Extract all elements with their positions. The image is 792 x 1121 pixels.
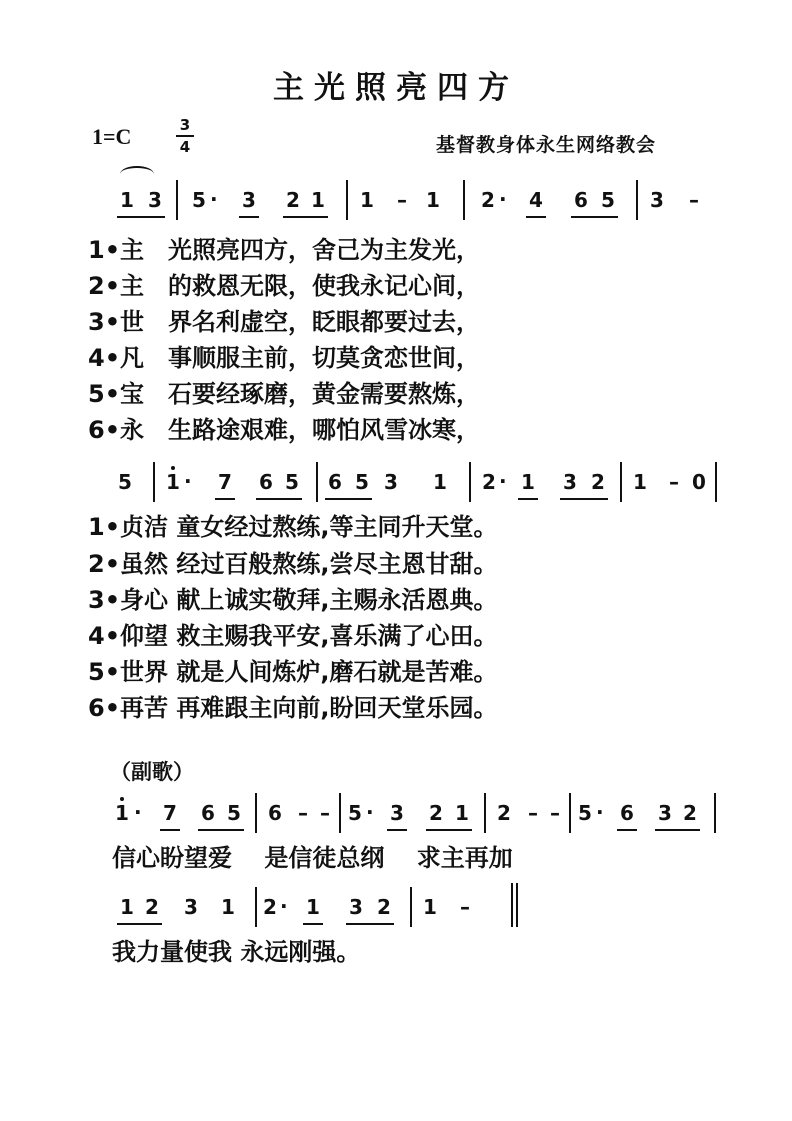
dot: · bbox=[596, 800, 604, 824]
note: 2 bbox=[286, 188, 300, 212]
bar-line bbox=[714, 793, 716, 833]
bar-line bbox=[346, 180, 348, 220]
staff-row-1 bbox=[0, 180, 792, 220]
final-bar-thin bbox=[511, 883, 513, 927]
note: – bbox=[320, 801, 330, 825]
bar-line bbox=[153, 462, 155, 502]
note: 1 bbox=[221, 895, 235, 919]
bar-line bbox=[636, 180, 638, 220]
note: 3 bbox=[563, 470, 577, 494]
note: – bbox=[669, 470, 679, 494]
underline bbox=[346, 923, 394, 925]
underline bbox=[256, 498, 302, 500]
note: 5 bbox=[227, 801, 241, 825]
dot: · bbox=[499, 469, 507, 493]
dot: · bbox=[134, 800, 142, 824]
note: 1 bbox=[455, 801, 469, 825]
bar-line bbox=[569, 793, 571, 833]
bar-line bbox=[339, 793, 341, 833]
underline bbox=[526, 216, 546, 218]
verse-line-3: 3•世 界名利虚空，眨眼都要过去， bbox=[88, 308, 481, 336]
verse2-line-4: 4•仰望 救主赐我平安,喜乐满了心田。 bbox=[88, 622, 498, 650]
final-bar-thick bbox=[516, 883, 518, 927]
underline bbox=[117, 923, 162, 925]
dot: · bbox=[499, 187, 507, 211]
note: 4 bbox=[529, 188, 543, 212]
staff-row-2 bbox=[0, 462, 792, 502]
underline bbox=[239, 216, 259, 218]
note: 2 bbox=[482, 470, 496, 494]
credit-text: 基督教身体永生网络教会 bbox=[436, 134, 657, 156]
note: 2 bbox=[497, 801, 511, 825]
bar-line bbox=[255, 887, 257, 927]
note: 1 bbox=[423, 895, 437, 919]
underline bbox=[426, 829, 472, 831]
underline bbox=[560, 498, 608, 500]
note: 3 bbox=[349, 895, 363, 919]
note: 5 bbox=[601, 188, 615, 212]
verse2-line-1: 1•贞洁 童女经过熬练,等主同升天堂。 bbox=[88, 513, 498, 541]
note: – bbox=[298, 801, 308, 825]
note: 5 bbox=[118, 470, 132, 494]
note: – bbox=[528, 801, 538, 825]
time-signature bbox=[176, 116, 194, 156]
underline bbox=[160, 829, 180, 831]
underline bbox=[215, 498, 235, 500]
bar-line bbox=[715, 462, 717, 502]
note: 1 bbox=[426, 188, 440, 212]
bar-line bbox=[255, 793, 257, 833]
high-dot bbox=[171, 466, 175, 470]
note: 2 bbox=[683, 801, 697, 825]
note: 2 bbox=[377, 895, 391, 919]
note: 5 bbox=[348, 801, 362, 825]
underline bbox=[617, 829, 637, 831]
underline bbox=[117, 216, 165, 218]
note: – bbox=[397, 188, 407, 212]
note: 0 bbox=[692, 470, 706, 494]
verse-line-6: 6•永 生路途艰难，哪怕风雪冰寒， bbox=[88, 416, 481, 444]
time-divider bbox=[176, 135, 194, 137]
bar-line bbox=[620, 462, 622, 502]
song-title: 主光照亮四方 bbox=[273, 70, 519, 106]
note: 6 bbox=[259, 470, 273, 494]
note: 6 bbox=[268, 801, 282, 825]
verse-line-5: 5•宝 石要经琢磨，黄金需要熬炼， bbox=[88, 380, 481, 408]
chorus-lyric-2: 我力量使我 永远刚强。 bbox=[112, 938, 361, 966]
bar-line bbox=[484, 793, 486, 833]
note: 1 bbox=[633, 470, 647, 494]
dot: · bbox=[210, 187, 218, 211]
note: 2 bbox=[591, 470, 605, 494]
time-top: 3 bbox=[179, 116, 191, 134]
bar-line bbox=[316, 462, 318, 502]
note: 6 bbox=[574, 188, 588, 212]
verse-line-4: 4•凡 事顺服主前，切莫贪恋世间， bbox=[88, 344, 481, 372]
underline bbox=[571, 216, 618, 218]
underline bbox=[387, 829, 407, 831]
note: 7 bbox=[218, 470, 232, 494]
chorus-lyric-1: 信心盼望爱 是信徒总纲 求主再加 bbox=[112, 844, 513, 872]
dot: · bbox=[366, 800, 374, 824]
underline bbox=[198, 829, 244, 831]
note: 5 bbox=[578, 801, 592, 825]
note: 3 bbox=[650, 188, 664, 212]
chorus-label: （副歌） bbox=[110, 760, 194, 784]
key-signature: 1=C bbox=[92, 124, 132, 149]
note: – bbox=[460, 895, 470, 919]
note: 3 bbox=[242, 188, 256, 212]
dot: · bbox=[280, 894, 288, 918]
note: 5 bbox=[355, 470, 369, 494]
note: 5 bbox=[192, 188, 206, 212]
bar-line bbox=[410, 887, 412, 927]
verse2-line-5: 5•世界 就是人间炼炉,磨石就是苦难。 bbox=[88, 658, 498, 686]
note: 7 bbox=[163, 801, 177, 825]
note: 2 bbox=[429, 801, 443, 825]
verse-line-1: 1•主 光照亮四方，舍己为主发光， bbox=[88, 236, 481, 264]
underline bbox=[283, 216, 328, 218]
verse2-line-3: 3•身心 献上诚实敬拜,主赐永活恩典。 bbox=[88, 586, 498, 614]
underline bbox=[655, 829, 700, 831]
note: 2 bbox=[145, 895, 159, 919]
note: 6 bbox=[620, 801, 634, 825]
note: 1 bbox=[120, 188, 134, 212]
note: 1 bbox=[306, 895, 320, 919]
note: 5 bbox=[285, 470, 299, 494]
note: 1 bbox=[311, 188, 325, 212]
note: 3 bbox=[184, 895, 198, 919]
note: 1 bbox=[521, 470, 535, 494]
note: 1 bbox=[120, 895, 134, 919]
high-dot bbox=[120, 797, 124, 801]
underline bbox=[303, 923, 323, 925]
underline bbox=[325, 498, 372, 500]
note: 3 bbox=[658, 801, 672, 825]
bar-line bbox=[463, 180, 465, 220]
note: 1 bbox=[115, 801, 129, 825]
bar-line bbox=[469, 462, 471, 502]
note: – bbox=[689, 188, 699, 212]
bar-line bbox=[176, 180, 178, 220]
note: 1 bbox=[166, 470, 180, 494]
verse2-line-2: 2•虽然 经过百般熬练,尝尽主恩甘甜。 bbox=[88, 550, 498, 578]
note: 1 bbox=[360, 188, 374, 212]
note: 6 bbox=[328, 470, 342, 494]
dot: · bbox=[184, 469, 192, 493]
tie-mark bbox=[120, 166, 154, 182]
verse-line-2: 2•主 的救恩无限，使我永记心间， bbox=[88, 272, 481, 300]
note: 3 bbox=[390, 801, 404, 825]
staff-row-3 bbox=[0, 793, 792, 833]
note: 3 bbox=[384, 470, 398, 494]
note: 2 bbox=[263, 895, 277, 919]
note: 3 bbox=[148, 188, 162, 212]
note: – bbox=[550, 801, 560, 825]
note: 6 bbox=[201, 801, 215, 825]
verse2-line-6: 6•再苦 再难跟主向前,盼回天堂乐园。 bbox=[88, 694, 498, 722]
underline bbox=[518, 498, 538, 500]
note: 2 bbox=[481, 188, 495, 212]
staff-row-4 bbox=[0, 887, 792, 927]
note: 1 bbox=[433, 470, 447, 494]
time-bottom: 4 bbox=[179, 138, 191, 156]
